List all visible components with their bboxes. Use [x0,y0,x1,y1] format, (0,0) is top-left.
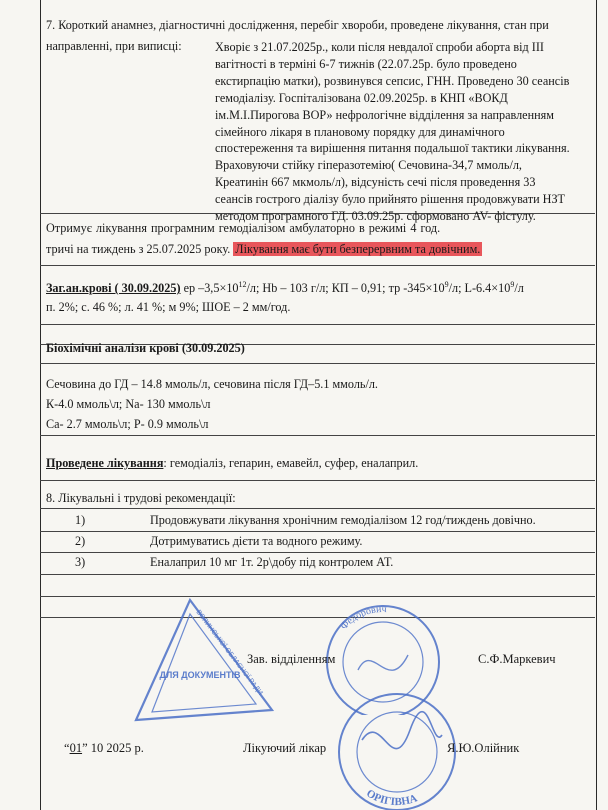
head-label: Зав. відділенням [247,652,336,666]
rec-text: Еналаприл 10 мг 1т. 2р\добу під контролем АТ. [150,555,394,569]
anamnesis-line: спостереження та вирішення питання подальшої тактики лікування. [215,141,570,156]
section8-title: 8. Лікувальні і трудові рекомендації: [46,491,236,505]
biochem-line: Сечовина до ГД – 14.8 ммоль/л, сечовина після ГД–5.1 ммоль/л. [46,377,378,391]
blood-er: ер –3,5×10 [180,281,239,295]
blood-label: Заг.ан.крові ( 30.09.2025) [46,281,181,295]
blood-l: /л; L-6.4×10 [448,281,511,295]
rec-number: 3) [75,555,86,569]
biochem-line: К-4.0 ммоль\л; Na- 130 ммоль\л [46,397,211,411]
anamnesis-line: Креатинін 667 мкмоль/л), відсуність сечі після проведення 33 [215,175,536,190]
divider [40,508,595,509]
treatment-line2 [46,242,482,258]
divider [40,552,595,553]
treatment-done-text: : гемодіаліз, гепарин, емавейл, суфер, еналаприл. [163,456,419,470]
divider [40,574,595,575]
divider [40,531,595,532]
anamnesis-text [215,39,577,225]
date-rest: ” 10 2025 р. [82,741,144,755]
divider [40,596,595,597]
blood-line2: п. 2%; с. 46 %; л. 41 %; м 9%; ШОЕ – 2 мм/год. [46,300,291,314]
doctor-label: Лікуючий лікар [243,741,327,755]
treatment-line2-prefix: тричі на тиждень з 25.07.2025 року. [46,242,231,256]
anamnesis-line: Враховуючи стійку гіперазотемію( Сечовина-34,7 ммоль/л, [215,158,522,173]
date-day: 01 [69,741,83,755]
highlighted-note: Лікування має бути безперервним та довічним. [235,242,481,256]
stamp-ring-text: ОРІГІВНА [364,787,419,809]
divider [40,363,595,364]
exponent: 9 [510,279,515,289]
stamp-center-text: ДЛЯ ДОКУМЕНТІВ [159,670,241,680]
biochem-title: Біохімічні аналізи крові (30.09.2025) [46,341,245,355]
anamnesis-line: сеансів гострого діалізу було прийнято рішення продовжувати НЗТ [215,192,566,207]
anamnesis-line: ім.М.І.Пирогова ВОР» нефрологічне відділення за направленням [215,107,554,122]
date-quote: “ [64,741,70,755]
rec-number: 1) [75,513,86,527]
treatment-done-label: Проведене лікування [46,456,164,470]
date [64,741,144,757]
section7-title-line1: 7. Короткий анамнез, діагностичні дослідження, перебіг хвороби, проведене лікування, стан при [46,18,549,32]
stamp-ring-text: Федорович [338,603,387,633]
anamnesis-line: вагітності в терміні 6-7 тижнів (22.07.25р. було проведено [215,56,517,71]
anamnesis-line: методом програмного ГД. 03.09.25р. сформовано AV- фістулу. [215,209,536,224]
rec-text: Дотримуватись дієти та водного режиму. [150,534,363,548]
rec-text: Продовжувати лікування хронічним гемодіалізом 12 год/тиждень довічно. [150,513,536,527]
blood-hb: /л; Hb – 103 г/л; КП – 0,91; тр -345×10 [246,281,445,295]
divider [40,265,595,266]
anamnesis-line: сімейного лікаря в плановому порядку для динамічного [215,124,505,139]
blood-line1 [46,281,524,297]
divider [40,480,595,481]
divider [40,324,595,325]
treatment-line1: Отримує лікування програмним гемодіалізом амбулаторно в режимі 4 год. [46,221,441,235]
anamnesis-line: гемодіалізу. Госпіталізована 02.09.2025р. в КНП «ВОКД [215,90,508,105]
anamnesis-line: Хворіє з 21.07.2025р., коли після невдалої спроби аборта від ІІІ [215,40,544,54]
section7-title-line2: направленні, при виписці: [46,39,182,53]
exponent: 9 [444,279,449,289]
divider [40,435,595,436]
treatment-done [46,456,418,472]
anamnesis-line: екстирпацію матки), розвинувся сепсис, ГНН. Проведено 30 сеансів [215,73,570,88]
blood-unit: /л [514,281,524,295]
doctor-name: Я.Ю.Олійник [447,741,520,755]
head-name: С.Ф.Маркевич [478,652,556,666]
exponent: 12 [238,279,247,289]
biochem-line: Са- 2.7 ммоль\л; Р- 0.9 ммоль\л [46,417,209,431]
stamp-ring-text: ВОЛИНСЬКОЇ ОБЛАСНОЇ РАДИ [194,608,264,697]
round-stamp [332,690,462,810]
rec-number: 2) [75,534,86,548]
